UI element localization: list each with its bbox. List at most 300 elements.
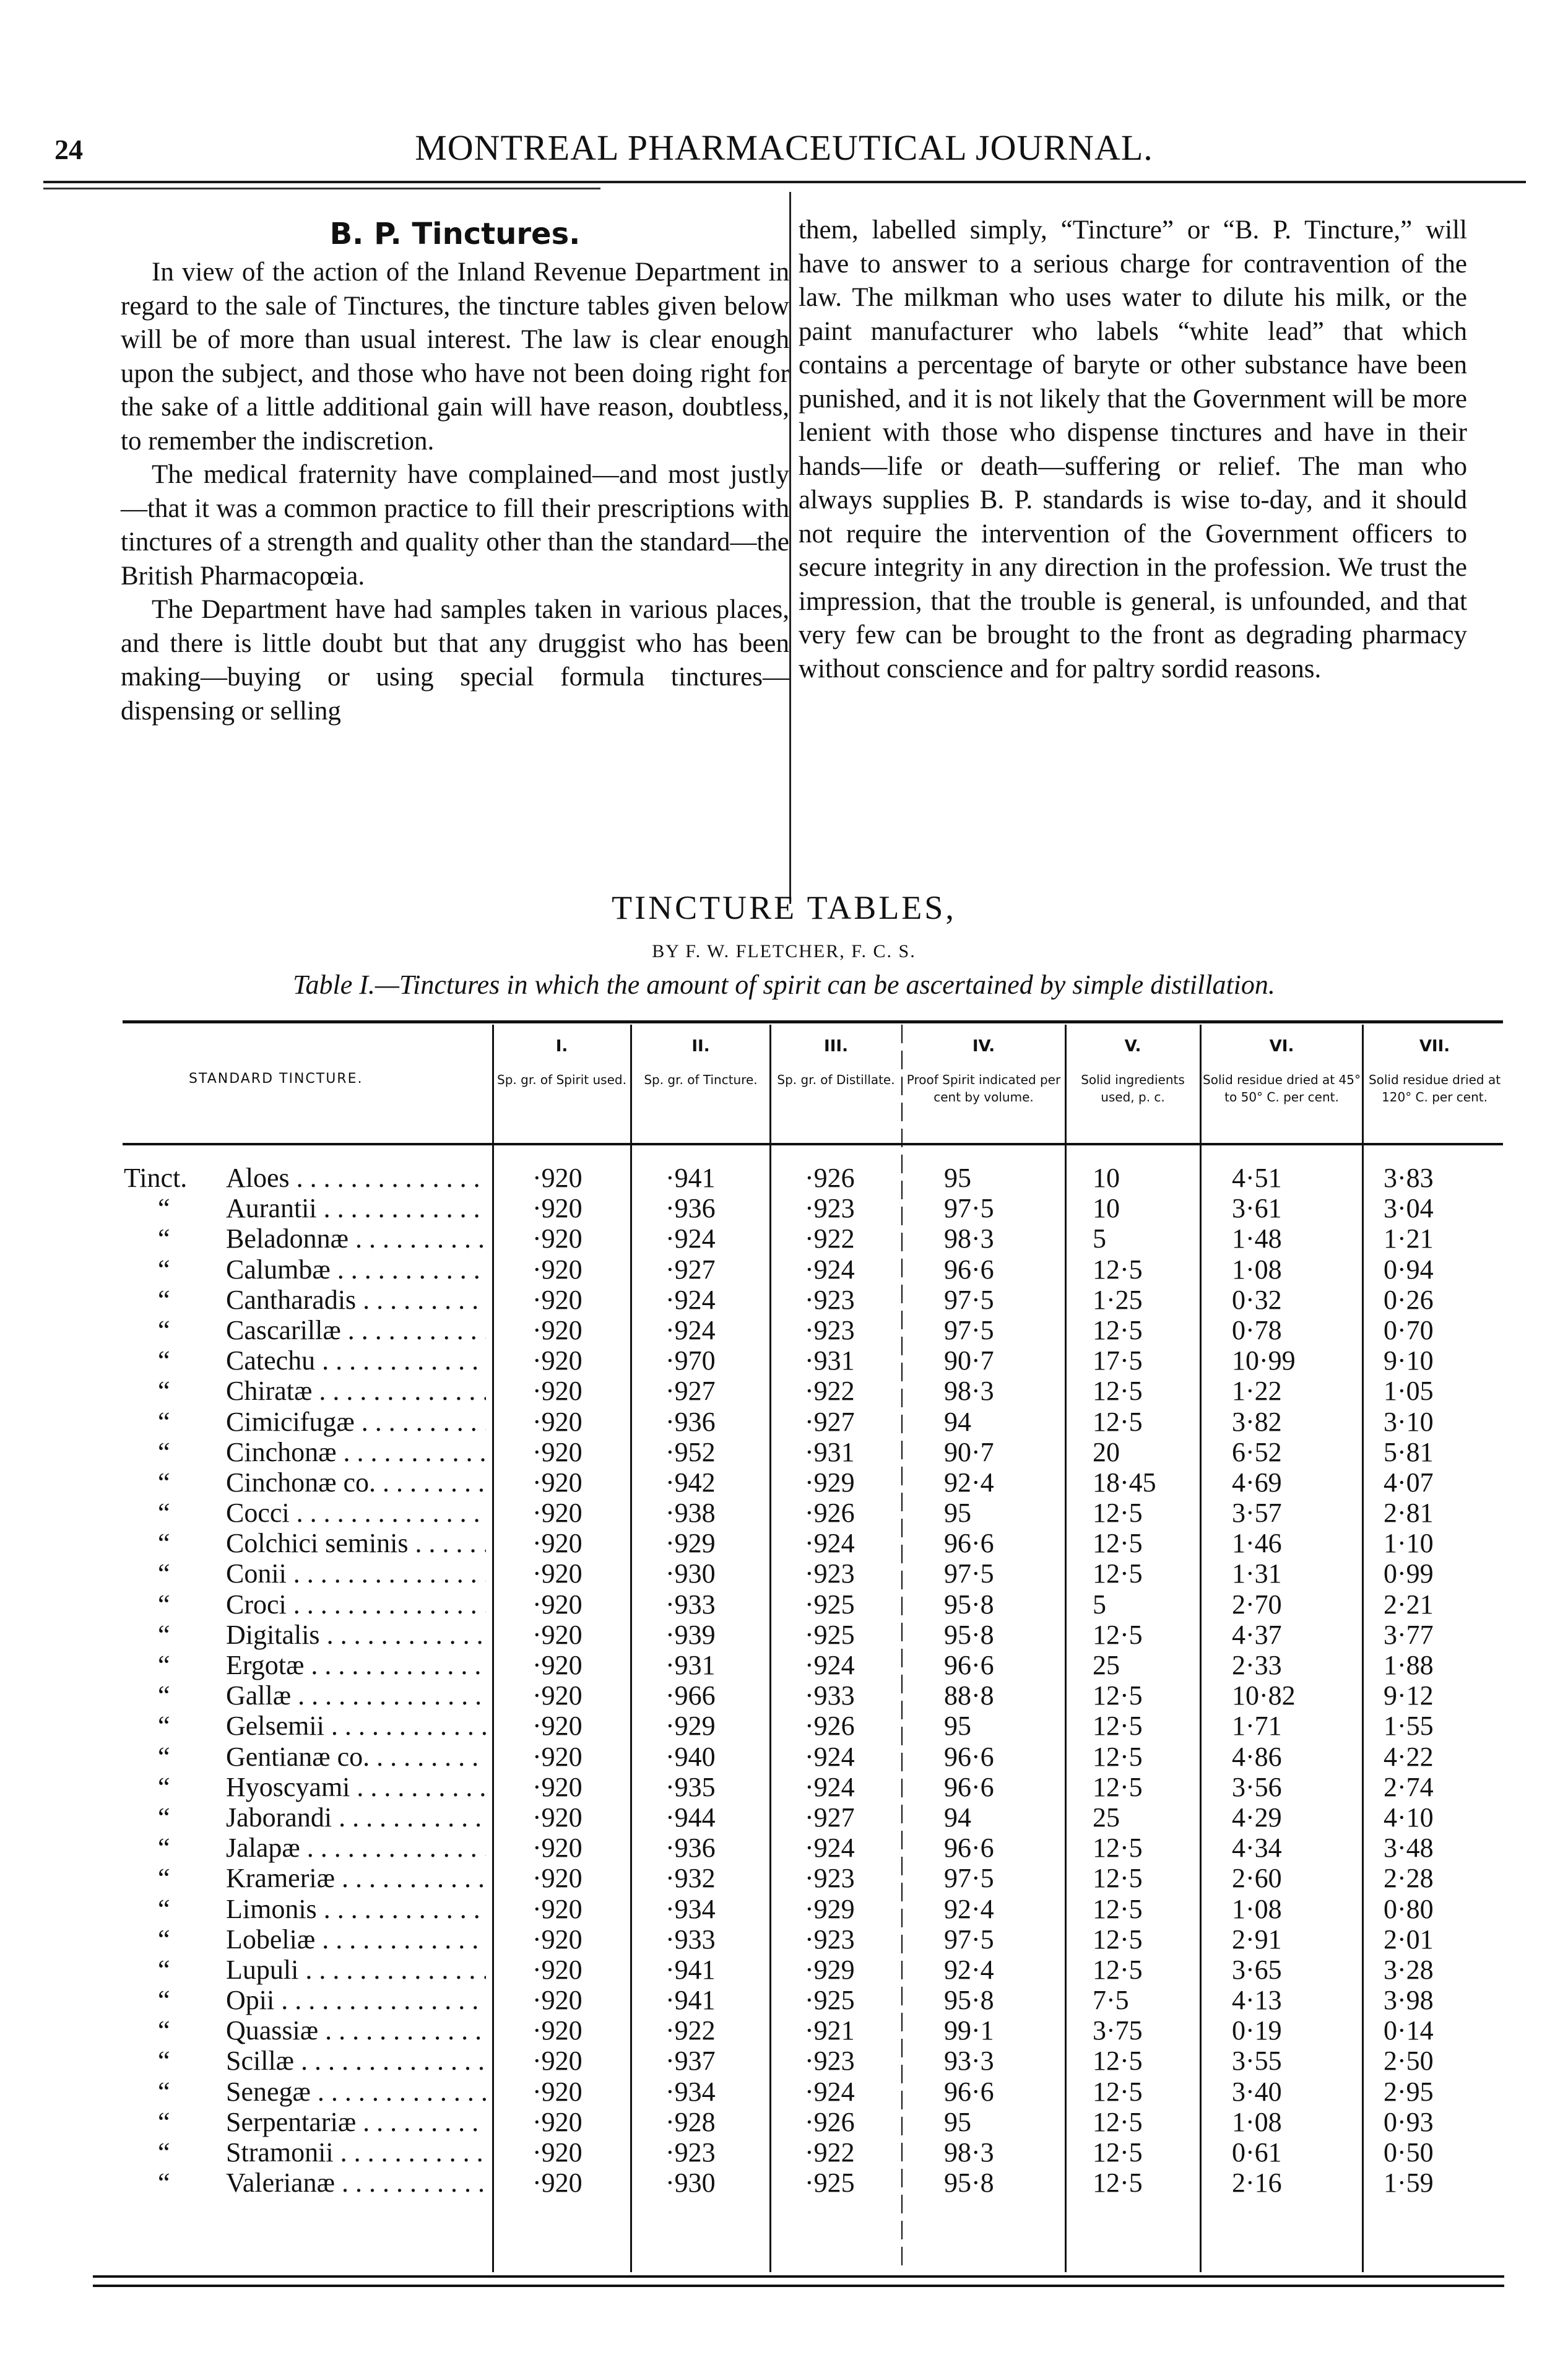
cell-col-5: 12·5 — [1093, 1680, 1143, 1711]
cell-col-5: 1·25 — [1093, 1284, 1143, 1315]
row-prefix: “ — [158, 1954, 170, 1985]
cell-col-1: ·920 — [532, 1436, 583, 1467]
column-number: V. — [1124, 1037, 1141, 1056]
cell-col-2: ·933 — [665, 1589, 716, 1620]
tincture-name: Beladonnæ . . . — [226, 1223, 486, 1254]
cell-col-2: ·929 — [665, 1711, 716, 1742]
row-prefix: “ — [158, 1528, 170, 1559]
tincture-name: Catechu . . . — [226, 1345, 486, 1376]
row-prefix: “ — [158, 1467, 170, 1498]
cell-col-3: ·926 — [805, 1711, 855, 1742]
cell-col-3: ·933 — [805, 1680, 855, 1711]
cell-col-3: ·922 — [805, 1376, 855, 1407]
row-prefix: “ — [158, 1893, 170, 1924]
tincture-name: Digitalis . . . — [226, 1620, 486, 1650]
row-prefix: “ — [158, 2076, 170, 2107]
cell-col-4: 94 — [944, 1802, 971, 1833]
cell-col-5: 12·5 — [1093, 2137, 1143, 2168]
cell-col-1: ·920 — [532, 1467, 583, 1498]
cell-col-2: ·928 — [665, 2106, 716, 2137]
cell-col-4: 98·3 — [944, 1223, 994, 1254]
column-description: Solid residue dried at 45° to 50° C. per cent. — [1203, 1072, 1361, 1105]
cell-col-1: ·920 — [532, 1650, 583, 1680]
cell-col-7: 0·80 — [1384, 1893, 1434, 1924]
cell-col-7: 1·10 — [1384, 1528, 1434, 1559]
cell-col-7: 2·95 — [1384, 2076, 1434, 2107]
cell-col-1: ·920 — [532, 1284, 583, 1315]
column-description: Solid residue dried at 120° C. per cent. — [1368, 1072, 1501, 1105]
cell-col-5: 3·75 — [1093, 2015, 1143, 2046]
table-row — [0, 1985, 1568, 2015]
cell-col-1: ·920 — [532, 2076, 583, 2107]
journal-title: MONTREAL PHARMACEUTICAL JOURNAL. — [415, 128, 1153, 168]
cell-col-3: ·924 — [805, 1254, 855, 1285]
tincture-name: Quassiæ . . . — [226, 2015, 486, 2046]
article-paragraph: The medical fraternity have complained—and most justly—that it was a common practice to fill their prescriptions with tinctures of a strength and quality other than the standard—the British Pharmacopœia. — [121, 460, 789, 591]
table-row — [0, 1924, 1568, 1955]
tincture-name: Jalapæ . . . — [226, 1833, 486, 1863]
table-row — [0, 1254, 1568, 1285]
tincture-name: Croci . . . — [226, 1589, 486, 1620]
cell-col-1: ·920 — [532, 1376, 583, 1407]
cell-col-4: 95 — [944, 2106, 971, 2137]
cell-col-5: 12·5 — [1093, 1711, 1143, 1742]
cell-col-7: 1·05 — [1384, 1376, 1434, 1407]
row-prefix: “ — [158, 1193, 170, 1224]
row-prefix: “ — [158, 1345, 170, 1376]
cell-col-6: 0·32 — [1232, 1284, 1282, 1315]
cell-col-4: 90·7 — [944, 1436, 994, 1467]
cell-col-1: ·920 — [532, 1558, 583, 1589]
cell-col-4: 95 — [944, 1498, 971, 1529]
cell-col-7: 3·77 — [1384, 1619, 1434, 1650]
cell-col-4: 90·7 — [944, 1345, 994, 1376]
table-row — [0, 1894, 1568, 1924]
table-row — [0, 1620, 1568, 1650]
cell-col-1: ·920 — [532, 1802, 583, 1833]
cell-col-6: 1·46 — [1232, 1528, 1282, 1559]
cell-col-3: ·923 — [805, 1284, 855, 1315]
cell-col-2: ·936 — [665, 1833, 716, 1864]
tincture-name: Conii . . . — [226, 1558, 486, 1589]
cell-col-7: 9·12 — [1384, 1680, 1434, 1711]
row-prefix: “ — [158, 1498, 170, 1529]
column-number: VI. — [1269, 1037, 1294, 1056]
tincture-name: Gentianæ co. . . . — [226, 1742, 486, 1772]
cell-col-4: 99·1 — [944, 2015, 994, 2046]
cell-col-5: 12·5 — [1093, 2168, 1143, 2199]
tincture-name: Aloes . . . — [226, 1163, 486, 1193]
cell-col-1: ·920 — [532, 1680, 583, 1711]
header-rule — [43, 181, 1526, 183]
row-prefix: “ — [158, 1223, 170, 1254]
cell-col-7: 0·50 — [1384, 2137, 1434, 2168]
cell-col-7: 2·28 — [1384, 1863, 1434, 1894]
cell-col-2: ·944 — [665, 1802, 716, 1833]
table-row — [0, 1833, 1568, 1863]
cell-col-7: 2·21 — [1384, 1589, 1434, 1620]
cell-col-7: 3·83 — [1384, 1163, 1434, 1193]
cell-col-2: ·939 — [665, 1619, 716, 1650]
cell-col-5: 12·5 — [1093, 1741, 1143, 1772]
tincture-name: Cinchonæ . . . — [226, 1437, 486, 1467]
table-row — [0, 2168, 1568, 2198]
cell-col-6: 1·31 — [1232, 1558, 1282, 1589]
row-prefix: Tinct. — [124, 1163, 188, 1193]
cell-col-4: 96·6 — [944, 1650, 994, 1680]
cell-col-7: 1·88 — [1384, 1650, 1434, 1680]
tincture-name: Colchici seminis . . . — [226, 1528, 486, 1558]
cell-col-3: ·924 — [805, 2076, 855, 2107]
column-description: Sp. gr. of Tincture. — [644, 1072, 758, 1087]
cell-col-6: 4·37 — [1232, 1619, 1282, 1650]
cell-col-4: 96·6 — [944, 1741, 994, 1772]
cell-col-7: 3·10 — [1384, 1406, 1434, 1437]
table-row — [0, 2046, 1568, 2076]
table-row — [0, 1223, 1568, 1254]
row-prefix: “ — [158, 1863, 170, 1894]
row-prefix: “ — [158, 1711, 170, 1742]
cell-col-7: 1·59 — [1384, 2168, 1434, 2199]
tincture-name: Valerianæ . . . — [226, 2168, 486, 2198]
cell-col-7: 2·01 — [1384, 1924, 1434, 1955]
cell-col-4: 96·6 — [944, 2076, 994, 2107]
tincture-name: Jaborandi . . . — [226, 1802, 486, 1833]
cell-col-6: 2·70 — [1232, 1589, 1282, 1620]
cell-col-5: 7·5 — [1093, 1985, 1129, 2016]
cell-col-4: 97·5 — [944, 1284, 994, 1315]
cell-col-7: 0·94 — [1384, 1254, 1434, 1285]
cell-col-4: 97·5 — [944, 1314, 994, 1345]
cell-col-4: 93·3 — [944, 2046, 994, 2077]
cell-col-6: 4·13 — [1232, 1985, 1282, 2016]
cell-col-6: 3·55 — [1232, 2046, 1282, 2077]
cell-col-6: 4·51 — [1232, 1163, 1282, 1193]
cell-col-2: ·931 — [665, 1650, 716, 1680]
table-row — [0, 1376, 1568, 1406]
cell-col-2: ·933 — [665, 1924, 716, 1955]
cell-col-3: ·925 — [805, 2168, 855, 2199]
cell-col-6: 6·52 — [1232, 1436, 1282, 1467]
cell-col-2: ·934 — [665, 1893, 716, 1924]
cell-col-6: 4·86 — [1232, 1741, 1282, 1772]
cell-col-7: 3·48 — [1384, 1833, 1434, 1864]
cell-col-3: ·923 — [805, 1558, 855, 1589]
cell-col-2: ·927 — [665, 1254, 716, 1285]
column-number: VII. — [1419, 1037, 1450, 1056]
column-header-i — [495, 1028, 628, 1088]
cell-col-6: 3·57 — [1232, 1498, 1282, 1529]
cell-col-1: ·920 — [532, 2015, 583, 2046]
tincture-name: Lobeliæ . . . — [226, 1924, 486, 1955]
row-prefix: “ — [158, 1254, 170, 1285]
cell-col-5: 12·5 — [1093, 1893, 1143, 1924]
cell-col-1: ·920 — [532, 1254, 583, 1285]
cell-col-2: ·936 — [665, 1193, 716, 1224]
cell-col-7: 3·04 — [1384, 1193, 1434, 1224]
table-caption: Table I.—Tinctures in which the amount of spirit can be ascertained by simple distillation. — [293, 970, 1275, 1000]
cell-col-6: 10·82 — [1232, 1680, 1296, 1711]
article-heading: B. P. Tinctures. — [329, 217, 581, 251]
cell-col-2: ·922 — [665, 2015, 716, 2046]
page-number: 24 — [54, 134, 83, 165]
cell-col-5: 12·5 — [1093, 1314, 1143, 1345]
cell-col-1: ·920 — [532, 1619, 583, 1650]
cell-col-7: 9·10 — [1384, 1345, 1434, 1376]
cell-col-5: 17·5 — [1093, 1345, 1143, 1376]
cell-col-7: 3·98 — [1384, 1985, 1434, 2016]
tincture-name: Cascarillæ . . . — [226, 1315, 486, 1345]
row-prefix: “ — [158, 1619, 170, 1650]
cell-col-3: ·925 — [805, 1619, 855, 1650]
article-paragraph: them, labelled simply, “Tincture” or “B. P. Tincture,” will have to answer to a serious charge for contravention of the law. The milkman who uses water to dilute his milk, or the paint manufacturer who labels “white lead” that which contains a percentage of baryte or other substance have been punished, and it is not likely that the Government will be more lenient with those who dispense tinctures and have in their hands—life or death—suffering or relief. The man who always supplies B. P. standards is wise to-day, and it should not require the intervention of the Government officers to secure integrity in any direction in the profession. We trust the impression, that the trouble is general, is unfounded, and that very few can be brought to the front as degrading pharmacy without conscience and for paltry sordid reasons. — [799, 215, 1467, 684]
column-header-v — [1068, 1028, 1198, 1106]
cell-col-7: 0·14 — [1384, 2015, 1434, 2046]
table-row — [0, 1650, 1568, 1680]
column-number: I. — [555, 1037, 568, 1056]
table-row — [0, 1315, 1568, 1345]
cell-col-5: 5 — [1093, 1223, 1106, 1254]
cell-col-5: 12·5 — [1093, 1833, 1143, 1864]
cell-col-1: ·920 — [532, 1223, 583, 1254]
column-number: IV. — [972, 1037, 995, 1056]
cell-col-3: ·927 — [805, 1406, 855, 1437]
cell-col-6: 0·78 — [1232, 1314, 1282, 1345]
cell-col-3: ·929 — [805, 1467, 855, 1498]
cell-col-4: 97·5 — [944, 1924, 994, 1955]
cell-col-6: 2·16 — [1232, 2168, 1282, 2199]
cell-col-7: 5·81 — [1384, 1436, 1434, 1467]
cell-col-2: ·934 — [665, 2076, 716, 2107]
cell-col-6: 1·48 — [1232, 1223, 1282, 1254]
tincture-name: Cantharadis . . . — [226, 1285, 486, 1315]
row-prefix: “ — [158, 1284, 170, 1315]
cell-col-6: 10·99 — [1232, 1345, 1296, 1376]
cell-col-5: 25 — [1093, 1802, 1120, 1833]
row-prefix: “ — [158, 1924, 170, 1955]
cell-col-2: ·941 — [665, 1954, 716, 1985]
cell-col-5: 10 — [1093, 1193, 1120, 1224]
table-row — [0, 1589, 1568, 1620]
row-prefix: “ — [158, 1436, 170, 1467]
cell-col-7: 3·28 — [1384, 1954, 1434, 1985]
cell-col-1: ·920 — [532, 1924, 583, 1955]
column-description: Solid ingredients used, p. c. — [1081, 1072, 1185, 1105]
column-number: III. — [824, 1037, 848, 1056]
table-row — [0, 1407, 1568, 1437]
cell-col-3: ·924 — [805, 1741, 855, 1772]
cell-col-5: 18·45 — [1093, 1467, 1156, 1498]
cell-col-2: ·924 — [665, 1314, 716, 1345]
cell-col-7: 1·55 — [1384, 1711, 1434, 1742]
cell-col-1: ·920 — [532, 1954, 583, 1985]
cell-col-3: ·923 — [805, 1863, 855, 1894]
cell-col-2: ·930 — [665, 2168, 716, 2199]
cell-col-3: ·923 — [805, 1193, 855, 1224]
cell-col-6: 1·71 — [1232, 1711, 1282, 1742]
cell-col-6: 2·33 — [1232, 1650, 1282, 1680]
cell-col-6: 3·82 — [1232, 1406, 1282, 1437]
column-number: II. — [691, 1037, 710, 1056]
cell-col-7: 4·22 — [1384, 1741, 1434, 1772]
row-prefix: “ — [158, 1558, 170, 1589]
table-row — [0, 1437, 1568, 1467]
cell-col-3: ·924 — [805, 1771, 855, 1802]
table-row — [0, 1863, 1568, 1893]
table-row — [0, 1711, 1568, 1741]
row-prefix: “ — [158, 1376, 170, 1407]
cell-col-3: ·929 — [805, 1954, 855, 1985]
table-row — [0, 1345, 1568, 1376]
cell-col-5: 12·5 — [1093, 1376, 1143, 1407]
tincture-name: Cimicifugæ . . . — [226, 1407, 486, 1437]
cell-col-6: 0·61 — [1232, 2137, 1282, 2168]
row-prefix: “ — [158, 1833, 170, 1864]
cell-col-1: ·920 — [532, 1589, 583, 1620]
cell-col-6: 2·60 — [1232, 1863, 1282, 1894]
cell-col-2: ·924 — [665, 1284, 716, 1315]
cell-col-5: 12·5 — [1093, 1619, 1143, 1650]
cell-col-3: ·925 — [805, 1589, 855, 1620]
cell-col-5: 20 — [1093, 1436, 1120, 1467]
cell-col-1: ·920 — [532, 1711, 583, 1742]
cell-col-1: ·920 — [532, 2106, 583, 2137]
cell-col-7: 1·21 — [1384, 1223, 1434, 1254]
cell-col-7: 0·26 — [1384, 1284, 1434, 1315]
cell-col-2: ·938 — [665, 1498, 716, 1529]
tincture-name: Ergotæ . . . — [226, 1650, 486, 1680]
table-row — [0, 1193, 1568, 1223]
cell-col-4: 95 — [944, 1163, 971, 1193]
cell-col-2: ·929 — [665, 1528, 716, 1559]
cell-col-4: 95 — [944, 1711, 971, 1742]
row-prefix: “ — [158, 2015, 170, 2046]
cell-col-5: 12·5 — [1093, 2046, 1143, 2077]
cell-col-5: 5 — [1093, 1589, 1106, 1620]
row-prefix: “ — [158, 1406, 170, 1437]
cell-col-2: ·970 — [665, 1345, 716, 1376]
cell-col-4: 96·6 — [944, 1254, 994, 1285]
article-column-right — [799, 214, 1467, 686]
cell-col-2: ·924 — [665, 1223, 716, 1254]
cell-col-1: ·920 — [532, 1314, 583, 1345]
cell-col-5: 12·5 — [1093, 1406, 1143, 1437]
header-rule-secondary — [43, 188, 600, 189]
cell-col-2: ·927 — [665, 1376, 716, 1407]
table-rule-bottom-double — [93, 2285, 1504, 2287]
row-prefix: “ — [158, 1985, 170, 2016]
cell-col-3: ·925 — [805, 1985, 855, 2016]
cell-col-3: ·924 — [805, 1650, 855, 1680]
running-head — [0, 127, 1568, 170]
cell-col-3: ·927 — [805, 1802, 855, 1833]
row-prefix: “ — [158, 1771, 170, 1802]
cell-col-6: 1·08 — [1232, 1254, 1282, 1285]
cell-col-5: 12·5 — [1093, 1771, 1143, 1802]
tincture-name: Limonis . . . — [226, 1894, 486, 1924]
cell-col-7: 0·70 — [1384, 1314, 1434, 1345]
cell-col-1: ·920 — [532, 1985, 583, 2016]
cell-col-6: 3·56 — [1232, 1771, 1282, 1802]
row-prefix: “ — [158, 1650, 170, 1680]
cell-col-4: 96·6 — [944, 1833, 994, 1864]
column-header-ii — [633, 1028, 768, 1088]
cell-col-1: ·920 — [532, 1193, 583, 1224]
tincture-name: Senegæ . . . — [226, 2077, 486, 2107]
cell-col-5: 12·5 — [1093, 1863, 1143, 1894]
cell-col-4: 95·8 — [944, 1589, 994, 1620]
table-row — [0, 2015, 1568, 2046]
cell-col-1: ·920 — [532, 1498, 583, 1529]
tincture-name: Aurantii . . . — [226, 1193, 486, 1223]
tincture-name: Calumbæ . . . — [226, 1254, 486, 1285]
cell-col-3: ·929 — [805, 1893, 855, 1924]
cell-col-5: 12·5 — [1093, 1528, 1143, 1559]
tincture-name: Gelsemii . . . — [226, 1711, 486, 1741]
cell-col-3: ·931 — [805, 1436, 855, 1467]
cell-col-2: ·940 — [665, 1741, 716, 1772]
cell-col-4: 96·6 — [944, 1528, 994, 1559]
cell-col-6: 1·22 — [1232, 1376, 1282, 1407]
cell-col-3: ·924 — [805, 1528, 855, 1559]
table-row — [0, 2107, 1568, 2137]
cell-col-5: 12·5 — [1093, 1498, 1143, 1529]
cell-col-5: 12·5 — [1093, 1254, 1143, 1285]
cell-col-7: 4·10 — [1384, 1802, 1434, 1833]
cell-col-1: ·920 — [532, 2137, 583, 2168]
table-row — [0, 1772, 1568, 1802]
cell-col-6: 4·29 — [1232, 1802, 1282, 1833]
cell-col-4: 95·8 — [944, 2168, 994, 2199]
cell-col-4: 97·5 — [944, 1863, 994, 1894]
cell-col-2: ·941 — [665, 1985, 716, 2016]
table-row — [0, 1802, 1568, 1833]
row-prefix: “ — [158, 1741, 170, 1772]
cell-col-7: 4·07 — [1384, 1467, 1434, 1498]
tincture-name: Chiratæ . . . — [226, 1376, 486, 1406]
row-prefix: “ — [158, 1802, 170, 1833]
tincture-name: Scillæ . . . — [226, 2046, 486, 2076]
tincture-name: Cinchonæ co. . . . — [226, 1467, 486, 1498]
cell-col-4: 92·4 — [944, 1893, 994, 1924]
column-description: Sp. gr. of Distillate. — [777, 1072, 895, 1087]
cell-col-1: ·920 — [532, 1406, 583, 1437]
row-prefix: “ — [158, 2106, 170, 2137]
cell-col-1: ·920 — [532, 1893, 583, 1924]
table-rule-top — [123, 1020, 1503, 1023]
article-column-left — [121, 214, 789, 728]
header-standard-tincture: STANDARD TINCTURE. — [189, 1071, 363, 1087]
cell-col-6: 4·34 — [1232, 1833, 1282, 1864]
column-description: Proof Spirit indicated per cent by volume. — [906, 1072, 1061, 1105]
article-paragraph: In view of the action of the Inland Revenue Department in regard to the sale of Tinctures, the tincture tables given below will be of more than usual interest. The law is clear enough upon the subject, and those who have not been doing right for the sake of a little additional gain will have reason, doubtless, to remember the indiscretion. — [121, 258, 789, 456]
cell-col-1: ·920 — [532, 1741, 583, 1772]
column-divider — [789, 192, 791, 904]
cell-col-2: ·937 — [665, 2046, 716, 2077]
cell-col-5: 12·5 — [1093, 2076, 1143, 2107]
cell-col-2: ·941 — [665, 1163, 716, 1193]
table-row — [0, 2137, 1568, 2168]
tincture-name: Hyoscyami . . . — [226, 1772, 486, 1802]
cell-col-6: 3·61 — [1232, 1193, 1282, 1224]
tincture-name: Gallæ . . . — [226, 1680, 486, 1711]
column-header-vi — [1203, 1028, 1361, 1106]
cell-col-6: 0·19 — [1232, 2015, 1282, 2046]
cell-col-4: 94 — [944, 1406, 971, 1437]
row-prefix: “ — [158, 1589, 170, 1620]
cell-col-4: 97·5 — [944, 1558, 994, 1589]
cell-col-4: 96·6 — [944, 1771, 994, 1802]
